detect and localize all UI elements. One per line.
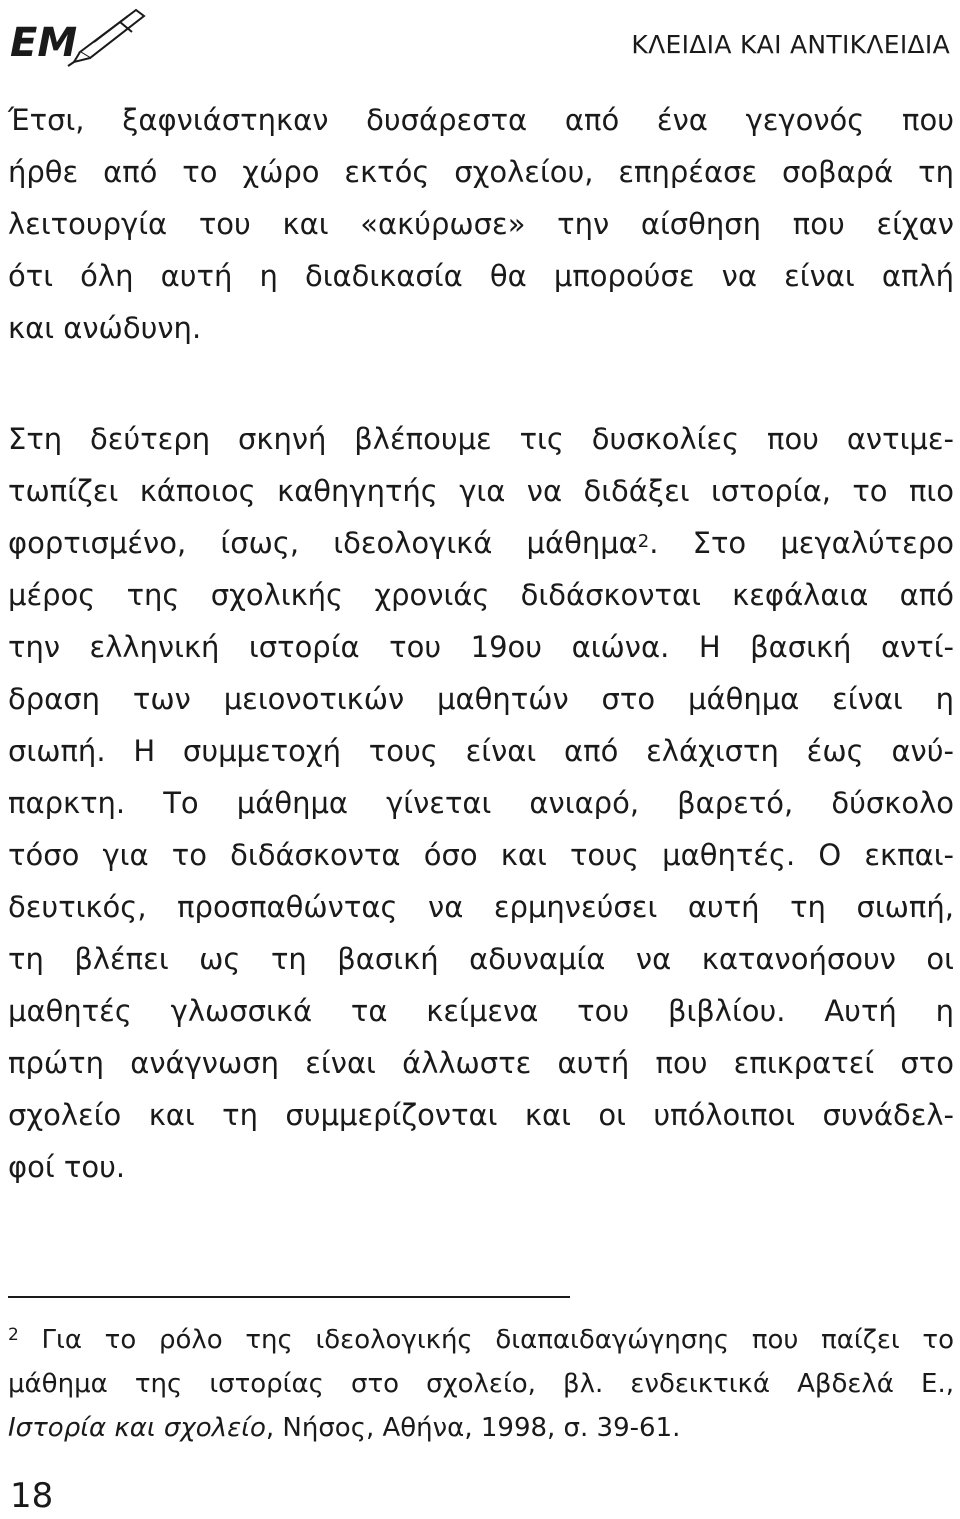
text-segment: Για το ρόλο της ιδεολογικής διαπαιδαγώγησης που παίζει το	[18, 1325, 954, 1355]
text-line: δευτικός, προσπαθώντας να ερμηνεύσει αυτή τη σιωπή,	[8, 890, 954, 924]
page-header	[0, 0, 960, 80]
logo-text: EM	[10, 20, 78, 66]
text-segment: φορτισμένο, ίσως, ιδεολογικά μάθημα	[8, 526, 638, 560]
running-title: ΚΛΕΙΔΙΑ ΚΑΙ ΑΝΤΙΚΛΕΙΔΙΑ	[631, 30, 950, 59]
text-line: μέρος της σχολικής χρονιάς διδάσκονται κεφάλαια από	[8, 578, 954, 612]
paragraph-2	[8, 413, 954, 1193]
footnote-number: 2	[8, 1325, 19, 1345]
text-line: Στη δεύτερη σκηνή βλέπουμε τις δυσκολίες που αντιμε-	[8, 422, 954, 456]
text-line: ήρθε από το χώρο εκτός σχολείου, επηρέασε σοβαρά τη	[8, 155, 954, 189]
book-title: Ιστορία και σχολείο	[8, 1413, 266, 1443]
text-line: μαθητές γλωσσικά τα κείμενα του βιβλίου. Αυτή η	[8, 994, 954, 1028]
text-segment: . Στο μεγαλύτερο	[649, 526, 954, 560]
publisher-logo	[8, 4, 148, 70]
footnote-line	[8, 1318, 954, 1362]
paragraph-1	[8, 94, 954, 354]
text-line: σιωπή. Η συμμετοχή τους είναι από ελάχιστη έως ανύ-	[8, 734, 954, 768]
text-line: την ελληνική ιστορία του 19ου αιώνα. Η βασική αντί-	[8, 630, 954, 664]
text-line: τη βλέπει ως τη βασική αδυναμία να κατανοήσουν οι	[8, 942, 954, 976]
text-segment: , Νήσος, Αθήνα, 1998, σ. 39-61.	[265, 1413, 681, 1443]
page-number: 18	[10, 1476, 54, 1516]
text-line-with-footnote-ref	[8, 517, 954, 569]
text-line: φοί του.	[8, 1150, 126, 1184]
text-line: λειτουργία του και «ακύρωσε» την αίσθηση που είχαν	[8, 207, 954, 241]
text-line: δραση των μειονοτικών μαθητών στο μάθημα είναι η	[8, 682, 954, 716]
text-line: πρώτη ανάγνωση είναι άλλωστε αυτή που επικρατεί στο	[8, 1046, 954, 1080]
footnote-line	[8, 1406, 954, 1450]
text-line: τωπίζει κάποιος καθηγητής για να διδάξει ιστορία, το πιο	[8, 474, 954, 508]
text-line: τόσο για το διδάσκοντα όσο και τους μαθητές. Ο εκπαι-	[8, 838, 954, 872]
fountain-pen-icon	[68, 10, 144, 66]
footnote-divider	[8, 1296, 570, 1298]
text-line: και ανώδυνη.	[8, 311, 202, 345]
text-line: σχολείο και τη συμμερίζονται και οι υπόλοιποι συνάδελ-	[8, 1098, 954, 1132]
text-line: Έτσι, ξαφνιάστηκαν δυσάρεστα από ένα γεγονός που	[8, 103, 954, 137]
footnote-line: μάθημα της ιστορίας στο σχολείο, βλ. ενδεικτικά Αβδελά Ε.,	[8, 1369, 954, 1399]
text-line: παρκτη. Το μάθημα γίνεται ανιαρό, βαρετό, δύσκολο	[8, 786, 954, 820]
footnote	[8, 1318, 954, 1450]
text-line: ότι όλη αυτή η διαδικασία θα μπορούσε να είναι απλή	[8, 259, 954, 293]
footnote-reference[interactable]: 2	[637, 531, 650, 552]
